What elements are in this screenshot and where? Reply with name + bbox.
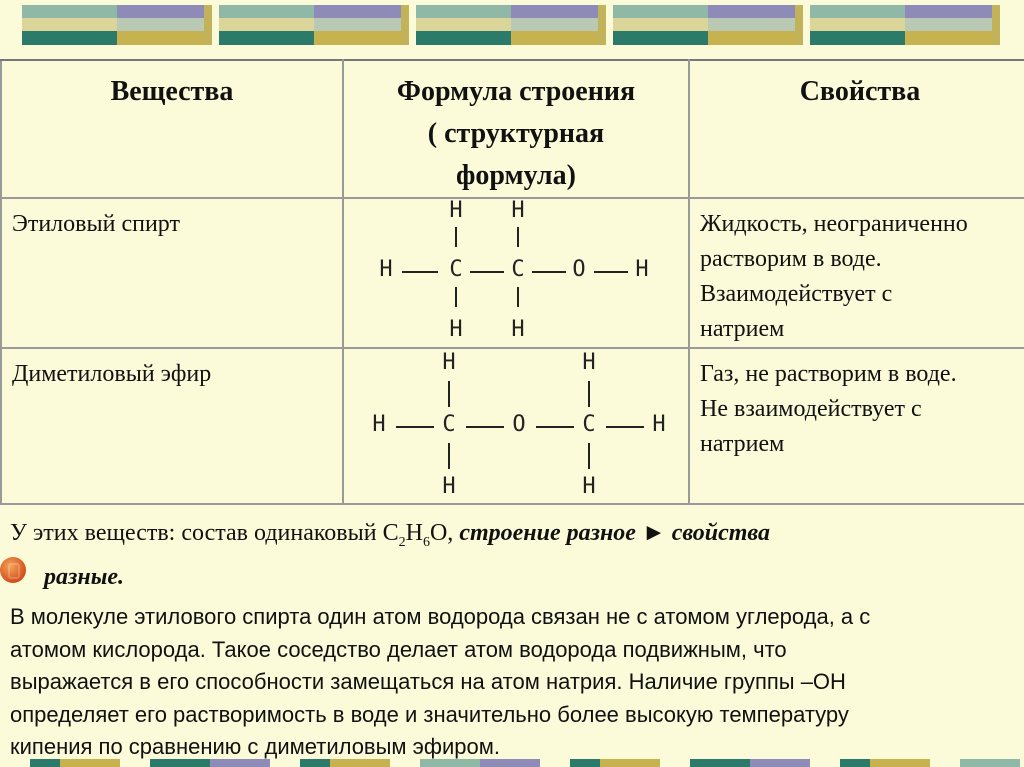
header-properties: Свойства (689, 60, 1024, 198)
atom-h: H (379, 257, 393, 282)
atom-o: O (572, 257, 586, 282)
properties-ether (689, 348, 1024, 504)
header-substance: Вещества (1, 60, 343, 198)
atom-h: H (511, 198, 525, 223)
summary-o: О, (429, 520, 460, 546)
properties-ethanol (689, 198, 1024, 348)
bond (448, 443, 450, 469)
summary-h: Н (405, 520, 423, 546)
bond (455, 287, 457, 307)
substance-name: Этиловый спирт (1, 198, 343, 348)
substances-table (0, 59, 1024, 505)
atom-h: H (582, 350, 596, 375)
props-line: натрием (700, 431, 785, 457)
paragraph-line: атомом кислорода. Такое соседство делает атом водорода подвижным, что (10, 636, 787, 662)
header-formula (343, 60, 689, 198)
summary-prefix: У этих веществ: состав одинаковый С (10, 520, 399, 546)
atom-h: H (652, 412, 666, 437)
atom-c: C (449, 257, 463, 282)
props-line: натрием (700, 316, 785, 342)
paragraph-line: В молекуле этилового спирта один атом водорода связан не с атомом углерода, а с (10, 604, 871, 629)
bond (532, 271, 566, 273)
bond (396, 426, 434, 428)
bond (517, 227, 519, 247)
atom-o: O (512, 412, 526, 437)
atom-c: C (511, 257, 525, 282)
atom-h: H (372, 412, 386, 437)
hand-pointer-icon[interactable] (0, 557, 26, 583)
bond (606, 426, 644, 428)
props-line: Взаимодействует с (700, 281, 893, 307)
bond (517, 287, 519, 307)
props-line: Не взаимодействует с (700, 396, 922, 422)
atom-c: C (442, 412, 456, 437)
structural-formula-ether (343, 348, 689, 504)
header-formula-line3: формула) (456, 160, 576, 191)
bond (470, 271, 504, 273)
atom-h: H (635, 257, 649, 282)
table-row-dimethyl-ether (1, 348, 1024, 504)
atom-h: H (511, 317, 525, 342)
atom-h: H (582, 474, 596, 499)
subscript: 2 (398, 534, 406, 550)
paragraph-line: определяет его растворимость в воде и значительно более высокую температуру (10, 701, 849, 727)
decorative-stripe (219, 5, 409, 45)
props-line: Газ, не растворим в воде. (700, 361, 957, 387)
atom-h: H (449, 198, 463, 223)
summary-line2: разные. (44, 563, 124, 590)
bond (588, 381, 590, 407)
decorative-stripe (416, 5, 606, 45)
atom-h: H (442, 350, 456, 375)
summary-line1 (10, 516, 1010, 560)
header-formula-line1: Формула строения (396, 76, 636, 107)
table-header-row (1, 60, 1024, 198)
substance-name: Диметиловый эфир (1, 348, 343, 504)
summary-emphasis: строение разное ► свойства (459, 520, 770, 546)
explanation-paragraph (10, 601, 1010, 764)
props-line: растворим в воде. (700, 246, 882, 272)
props-line: Жидкость, неограниченно (700, 211, 968, 237)
paragraph-line: кипения по сравнению с диметиловым эфиром. (10, 734, 500, 759)
bond (594, 271, 628, 273)
decorative-header-band (0, 0, 1024, 52)
bond (588, 443, 590, 469)
header-formula-line2: ( структурная (427, 118, 605, 149)
bond (448, 381, 450, 407)
decorative-stripe (810, 5, 1000, 45)
subscript: 6 (422, 534, 430, 550)
bond (536, 426, 574, 428)
decorative-footer-band (0, 759, 1024, 767)
atom-c: C (582, 412, 596, 437)
summary-statement (10, 516, 1010, 594)
decorative-stripe (613, 5, 803, 45)
bond (466, 426, 504, 428)
bond (402, 271, 438, 273)
table-row-ethanol (1, 198, 1024, 348)
bond (455, 227, 457, 247)
structural-formula-ethanol (343, 198, 689, 348)
atom-h: H (442, 474, 456, 499)
atom-h: H (449, 317, 463, 342)
decorative-stripe (22, 5, 212, 45)
paragraph-line: выражается в его способности замещаться на атом натрия. Наличие группы –ОН (10, 669, 846, 694)
